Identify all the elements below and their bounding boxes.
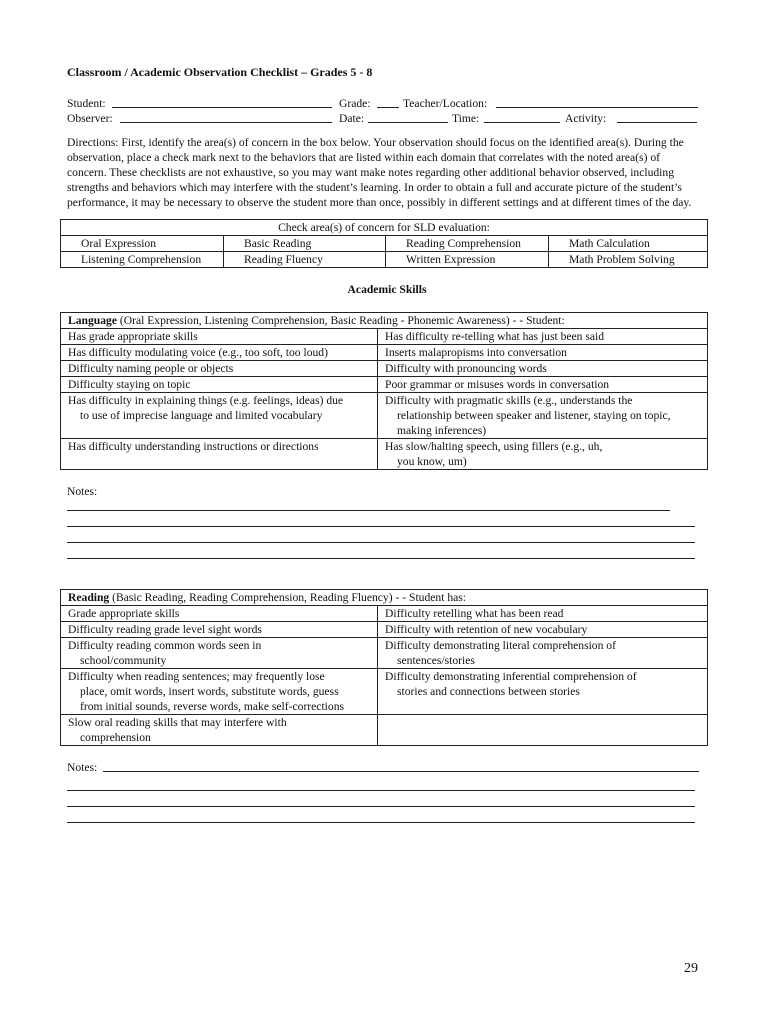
language-row xyxy=(61,439,708,470)
reading-item-text: Difficulty with retention of new vocabulary xyxy=(385,623,588,636)
language-item-text: making inferences) xyxy=(397,424,487,437)
language-item-text: Difficulty with pragmatic skills (e.g., understands the xyxy=(385,394,633,407)
teacher-label: Teacher/Location: xyxy=(403,97,488,110)
observer-field[interactable] xyxy=(120,111,332,123)
reading-notes xyxy=(67,760,707,775)
academic-skills-heading: Academic Skills xyxy=(347,283,427,296)
language-notes-line[interactable] xyxy=(67,527,695,543)
language-notes-line[interactable] xyxy=(67,495,670,511)
concern-basic-reading[interactable]: Basic Reading xyxy=(224,236,386,252)
date-field[interactable] xyxy=(368,111,448,123)
language-item-text: Has difficulty modulating voice (e.g., too soft, too loud) xyxy=(68,346,328,359)
language-item-text: Difficulty staying on topic xyxy=(68,378,191,391)
reading-item-text: Difficulty demonstrating literal comprehension of xyxy=(385,639,616,652)
reading-item-text: Difficulty reading common words seen in xyxy=(68,639,262,652)
reading-notes-line[interactable] xyxy=(103,760,699,772)
language-row xyxy=(61,377,708,393)
language-table xyxy=(60,312,708,470)
language-item-text: Has difficulty re-telling what has just been said xyxy=(385,330,605,343)
reading-item-text: Difficulty reading grade level sight words xyxy=(68,623,262,636)
time-label: Time: xyxy=(452,112,480,125)
language-item-text: Poor grammar or misuses words in conversation xyxy=(385,378,610,391)
language-row xyxy=(61,329,708,345)
concern-header: Check area(s) of concern for SLD evaluation: xyxy=(61,220,708,236)
reading-item-text: place, omit words, insert words, substitute words, guess xyxy=(80,685,339,698)
reading-notes-line[interactable] xyxy=(67,791,695,807)
language-notes-line[interactable] xyxy=(67,511,695,527)
concern-reading-comprehension[interactable]: Reading Comprehension xyxy=(386,236,549,252)
form-row-observer xyxy=(67,111,707,126)
reading-item[interactable] xyxy=(61,715,378,746)
language-item[interactable] xyxy=(61,329,378,345)
reading-item[interactable] xyxy=(378,622,708,638)
directions-text: Directions: First, identify the area(s) of concern in the box below. Your observation should focus on the identified area(s). During the observation, place a check mark next to the behaviors that are listed within each domain that correlates with the noted area(s) of concern. These checklists are not exhaustive, so you may want make notes regarding other additional behavior observed, including strengths and behaviors which may interfere with the student’s learning. In order to obtain a full and accurate picture of the student’s performance, it may be necessary to observe the student more than once, possibly in different settings and at different times of the day. xyxy=(67,136,692,209)
reading-item-text: Difficulty demonstrating inferential comprehension of xyxy=(385,670,637,683)
language-item[interactable] xyxy=(61,393,378,439)
page-number: 29 xyxy=(684,961,698,976)
language-item-text: Has slow/halting speech, using fillers (e.g., uh, xyxy=(385,440,603,453)
student-label: Student: xyxy=(67,97,106,110)
language-header-bold: Language xyxy=(68,314,117,327)
reading-item-text: sentences/stories xyxy=(397,654,475,667)
time-field[interactable] xyxy=(484,111,560,123)
language-item[interactable] xyxy=(378,439,708,470)
reading-item-text: Difficulty retelling what has been read xyxy=(385,607,564,620)
teacher-field[interactable] xyxy=(496,96,698,108)
language-item-text: relationship between speaker and listener, staying on topic, xyxy=(397,409,671,422)
grade-label: Grade: xyxy=(339,97,371,110)
language-item[interactable] xyxy=(378,377,708,393)
reading-item[interactable] xyxy=(378,669,708,715)
date-label: Date: xyxy=(339,112,365,125)
language-item-text: Has difficulty in explaining things (e.g. feelings, ideas) due xyxy=(68,394,344,407)
language-item-text: Difficulty naming people or objects xyxy=(68,362,234,375)
language-item-text: Difficulty with pronouncing words xyxy=(385,362,547,375)
language-item[interactable] xyxy=(61,361,378,377)
language-notes-line[interactable] xyxy=(67,543,695,559)
language-item-text: Has grade appropriate skills xyxy=(68,330,198,343)
reading-row xyxy=(61,622,708,638)
reading-item[interactable] xyxy=(61,622,378,638)
concern-math-calculation[interactable]: Math Calculation xyxy=(549,236,708,252)
reading-item-text: Grade appropriate skills xyxy=(68,607,180,620)
reading-item[interactable] xyxy=(378,606,708,622)
reading-item-text: Difficulty when reading sentences; may frequently lose xyxy=(68,670,325,683)
reading-row xyxy=(61,638,708,669)
reading-item[interactable] xyxy=(378,638,708,669)
grade-field[interactable] xyxy=(377,96,399,108)
language-item[interactable] xyxy=(378,329,708,345)
reading-row xyxy=(61,715,708,746)
language-item-text: you know, um) xyxy=(397,455,467,468)
reading-header-bold: Reading xyxy=(68,591,110,604)
reading-header-rest: (Basic Reading, Reading Comprehension, Reading Fluency) - - Student has: xyxy=(109,591,466,604)
reading-table xyxy=(60,589,708,746)
reading-item[interactable] xyxy=(61,606,378,622)
language-header-rest: (Oral Expression, Listening Comprehension, Basic Reading - Phonemic Awareness) - - Student: xyxy=(116,314,565,327)
language-item-text: Inserts malapropisms into conversation xyxy=(385,346,567,359)
reading-item[interactable] xyxy=(61,669,378,715)
language-item-text: Has difficulty understanding instructions or directions xyxy=(68,440,319,453)
reading-header xyxy=(61,590,708,606)
language-item[interactable] xyxy=(61,439,378,470)
concern-oral-expression[interactable]: Oral Expression xyxy=(61,236,224,252)
reading-item-text xyxy=(385,715,707,730)
reading-item-text: school/community xyxy=(80,654,167,667)
student-field[interactable] xyxy=(112,96,332,108)
checklist-page xyxy=(67,64,707,823)
reading-notes-label: Notes: xyxy=(67,761,98,774)
concern-written-expression[interactable]: Written Expression xyxy=(386,252,549,268)
concern-reading-fluency[interactable]: Reading Fluency xyxy=(224,252,386,268)
language-item[interactable] xyxy=(378,393,708,439)
language-item-text: to use of imprecise language and limited vocabulary xyxy=(80,409,323,422)
reading-item[interactable] xyxy=(61,638,378,669)
concern-table xyxy=(60,219,708,268)
language-row xyxy=(61,361,708,377)
language-row xyxy=(61,345,708,361)
reading-row xyxy=(61,606,708,622)
reading-item-text: comprehension xyxy=(80,731,151,744)
language-item[interactable] xyxy=(61,345,378,361)
observer-label: Observer: xyxy=(67,112,113,125)
language-row xyxy=(61,393,708,439)
reading-item-text: Slow oral reading skills that may interfere with xyxy=(68,716,287,729)
activity-field[interactable] xyxy=(617,111,697,123)
concern-listening-comprehension[interactable]: Listening Comprehension xyxy=(61,252,224,268)
reading-notes-line[interactable] xyxy=(67,807,695,823)
language-item[interactable] xyxy=(61,377,378,393)
reading-item-text: stories and connections between stories xyxy=(397,685,580,698)
reading-notes-line[interactable] xyxy=(67,775,695,791)
form-row-student xyxy=(67,96,707,111)
language-header xyxy=(61,313,708,329)
reading-item[interactable] xyxy=(378,715,708,746)
reading-item-text: from initial sounds, reverse words, make self-corrections xyxy=(80,700,345,713)
language-notes-label: Notes: xyxy=(67,485,98,498)
page-title: Classroom / Academic Observation Checklist – Grades 5 - 8 xyxy=(67,65,373,79)
concern-math-problem-solving[interactable]: Math Problem Solving xyxy=(549,252,708,268)
reading-row xyxy=(61,669,708,715)
activity-label: Activity: xyxy=(565,112,607,125)
language-item[interactable] xyxy=(378,361,708,377)
language-item[interactable] xyxy=(378,345,708,361)
